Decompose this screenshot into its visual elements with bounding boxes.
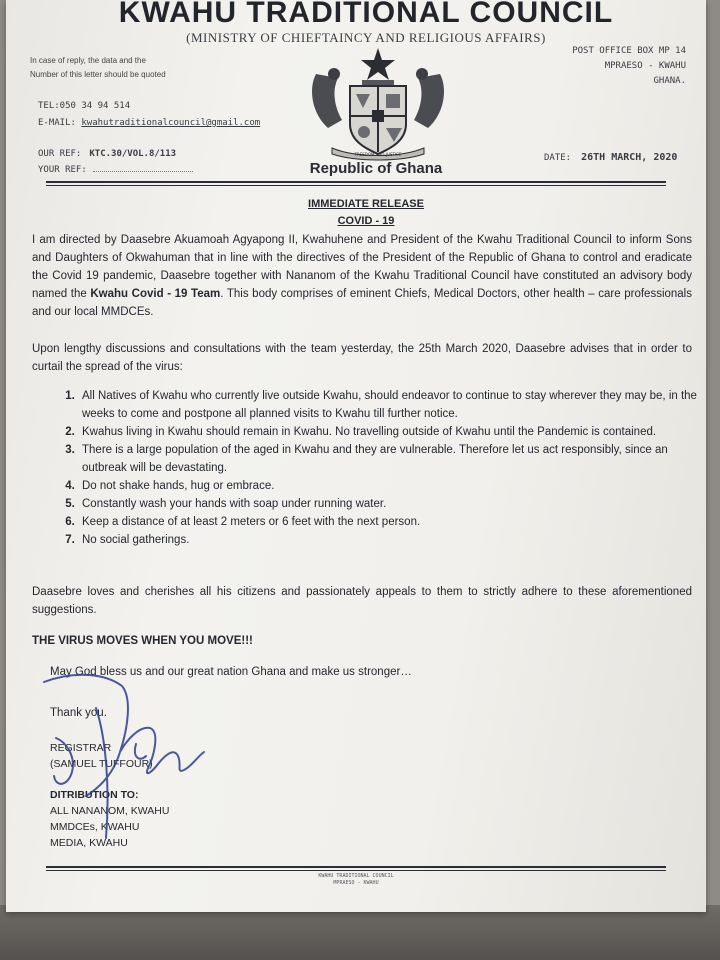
address-line: GHANA.: [653, 76, 686, 86]
letter-page: [6, 0, 706, 912]
council-name: KWAHU TRADITIONAL COUNCIL: [118, 0, 614, 29]
signatory-name: (SAMUEL TUFFOUR): [50, 758, 153, 770]
distribution-title: DITRIBUTION TO:: [50, 789, 139, 801]
header-divider: [46, 185, 666, 186]
stamp-line: MPRAESO - KWAHU: [333, 880, 379, 886]
your-ref-blank: [93, 163, 193, 172]
contact-info: [38, 98, 298, 132]
ministry-name: ( MINISTRY OF CHIEFTAINCY AND RELIGIOUS AFFAIRS ): [106, 30, 626, 46]
email-address: kwahutraditionalcouncil@gmail.com: [81, 118, 261, 128]
telephone: TEL:050 34 94 514: [38, 101, 131, 111]
distribution-recipient: ALL NANANOM, KWAHU: [50, 805, 170, 817]
our-ref-value: KTC.30/VOL.8/113: [89, 149, 177, 159]
thanks: Thank you.: [50, 707, 107, 719]
advice-list: [52, 387, 698, 549]
background-shadow: [0, 905, 720, 960]
postal-address: [566, 44, 686, 89]
footer-stamp: [296, 873, 416, 887]
address-line: POST OFFICE BOX MP 14: [572, 46, 686, 56]
republic-of-ghana: Republic of Ghana: [309, 160, 443, 177]
date-label: DATE:: [544, 153, 572, 163]
list-item: 5. Constantly wash your hands with soap under running water.: [78, 495, 698, 513]
coat-of-arms-icon: [306, 44, 450, 162]
paragraph-intro-end: . This body comprises of eminent Chiefs, Medical Doctors, other health – care professionals and our local MMDCEs.: [32, 288, 692, 318]
list-item: 3. There is a large population of the aged in Kwahu and they are vulnerable. Therefore let us act responsibly, since an outbreak will be devastating.: [78, 441, 698, 477]
release-heading: IMMEDIATE RELEASE: [308, 198, 424, 210]
handwritten-signature: [36, 668, 236, 858]
your-ref-label: YOUR REF:: [38, 165, 87, 175]
date-value: 26TH MARCH, 2020: [581, 152, 678, 163]
footer-divider: [46, 870, 666, 871]
our-ref-label: OUR REF:: [38, 149, 82, 159]
references: [38, 146, 298, 178]
email-line: [38, 115, 298, 132]
reply-note-line: Number of this letter should be quoted: [30, 70, 166, 79]
slogan: THE VIRUS MOVES WHEN YOU MOVE!!!: [32, 635, 253, 647]
paragraph-appeal: Daasebre loves and cherishes all his citizens and passionately appeals to them to strictly adhere to these aforementioned suggestions.: [32, 586, 692, 616]
your-ref-line: [38, 162, 298, 178]
list-item: 4. Do not shake hands, hug or embrace.: [78, 477, 698, 495]
emblem-motto: FREEDOM AND JUSTICE: [354, 152, 402, 157]
list-item: 1. All Natives of Kwahu who currently live outside Kwahu, should endeavor to continue to stay wherever they may be, in the weeks to come and postpone all planned visits to Kwahu till further notice.: [78, 387, 698, 423]
distribution-recipient: MMDCEs, KWAHU: [50, 821, 140, 833]
team-name: Kwahu Covid - 19 Team: [90, 288, 221, 300]
reply-note: [30, 54, 230, 82]
distribution-recipient: MEDIA, KWAHU: [50, 837, 128, 849]
paragraph-intro-start: I am directed by Daasebre Akuamoah Agyapong II, Kwahuhene and President of the Kwahu Traditional Council to inform Sons and Daughters of Okwahuman that in line with the directives of the President of the Republic of Ghana to control and eradicate the Covid 19 pandemic, Daasebre together with Nananom of the Kwahu Traditional Council have constituted an advisory body named the: [32, 234, 692, 300]
footer-divider: [46, 866, 666, 868]
our-ref-line: [38, 146, 298, 162]
signatory-title: REGISTRAR: [50, 742, 112, 754]
subject-heading: COVID - 19: [337, 215, 395, 227]
stamp-line: KWAHU TRADITIONAL COUNCIL: [318, 873, 394, 879]
header-divider: [46, 181, 666, 183]
paragraph-discussions: Upon lengthy discussions and consultations with the team yesterday, the 25th March 2020, Daasebre advises that in order to curtail the spread of the virus:: [32, 343, 692, 373]
address-line: MPRAESO - KWAHU: [604, 61, 686, 71]
blessing: May God bless us and our great nation Ghana and make us stronger…: [50, 666, 412, 678]
reply-note-line: In case of reply, the data and the: [30, 56, 146, 65]
list-item: 2. Kwahus living in Kwahu should remain in Kwahu. No travelling outside of Kwahu until the Pandemic is contained.: [78, 423, 698, 441]
list-item: 6. Keep a distance of at least 2 meters or 6 feet with the next person.: [78, 513, 698, 531]
list-item: 7. No social gatherings.: [78, 531, 698, 549]
paragraph-intro: [32, 231, 692, 321]
date-line: [544, 152, 714, 163]
email-label: E-MAIL:: [38, 118, 76, 128]
